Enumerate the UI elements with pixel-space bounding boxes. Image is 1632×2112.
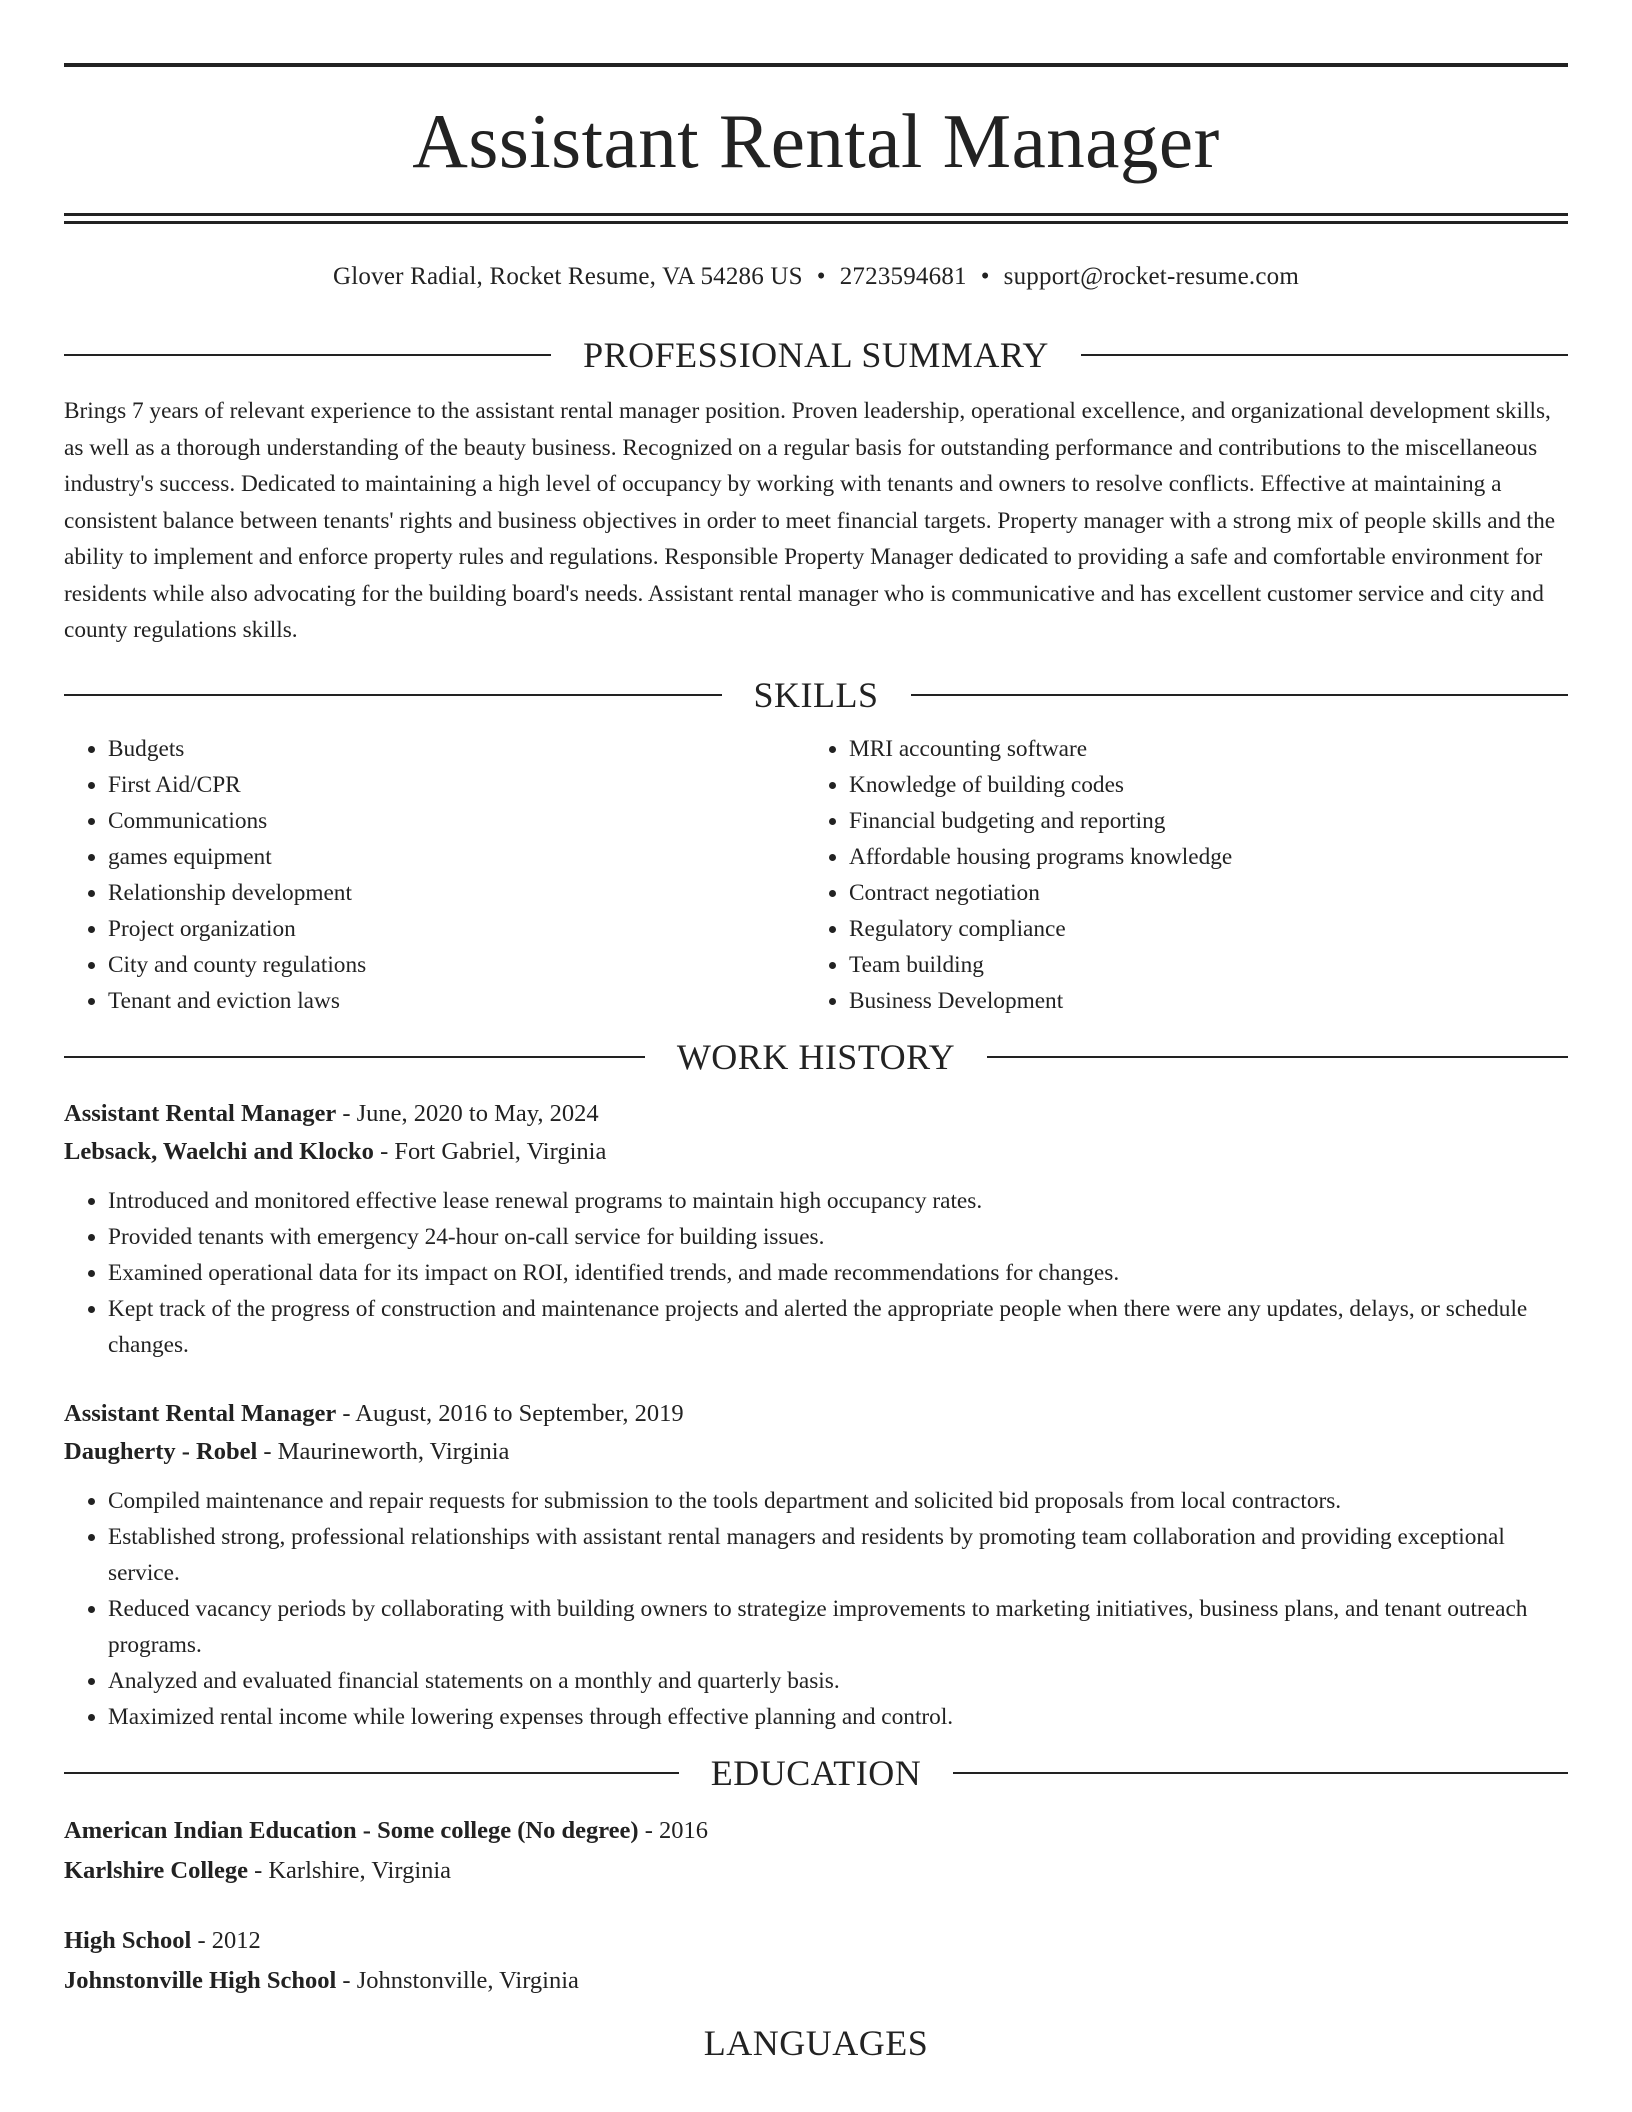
section-rule <box>911 694 1569 696</box>
job-bullet: • Maximized rental income while lowering expenses through effective planning and control. <box>108 1699 1568 1735</box>
skill-item: • City and county regulations <box>108 947 806 983</box>
job-title: Assistant Rental Manager <box>64 1400 337 1428</box>
job-bullet: • Established strong, professional relationships with assistant rental managers and residents by promoting team collaboration and providing exceptional service. <box>108 1519 1568 1591</box>
section-rule <box>64 354 551 356</box>
job-entry <box>64 1395 1568 1735</box>
contact-phone: 2723594681 <box>839 263 967 290</box>
job-bullet: • Reduced vacancy periods by collaborating with building owners to strategize improvements to marketing initiatives, business plans, and tenant outreach programs. <box>108 1591 1568 1663</box>
education-degree-line <box>64 1921 1568 1961</box>
top-rule <box>64 63 1568 67</box>
section-rule <box>960 2042 1568 2044</box>
education-year: - 2016 <box>638 1817 708 1845</box>
section-title: PROFESSIONAL SUMMARY <box>583 335 1049 375</box>
section-header-work <box>64 1033 1568 1081</box>
skill-item: • Regulatory compliance <box>849 911 1568 947</box>
job-dates: - August, 2016 to September, 2019 <box>336 1400 684 1428</box>
education-school-line <box>64 1851 1568 1891</box>
skill-item: • Knowledge of building codes <box>849 767 1568 803</box>
section-rule <box>953 1772 1568 1774</box>
skill-item: • Budgets <box>108 731 806 767</box>
education-entry <box>64 1811 1568 1891</box>
skill-item: • Team building <box>849 947 1568 983</box>
skill-item: • games equipment <box>108 839 806 875</box>
job-company-line <box>64 1133 1568 1171</box>
education-school: Johnstonville High School <box>64 1967 337 1995</box>
resume-title: Assistant Rental Manager <box>412 98 1220 184</box>
job-title-line <box>64 1095 1568 1133</box>
education-school: Karlshire College <box>64 1857 248 1885</box>
section-rule <box>987 1056 1568 1058</box>
section-header-skills <box>64 671 1568 719</box>
job-bullet: • Examined operational data for its impact on ROI, identified trends, and made recommendations for changes. <box>108 1255 1568 1291</box>
section-title: SKILLS <box>753 674 879 715</box>
skill-item: • Financial budgeting and reporting <box>849 803 1568 839</box>
section-rule <box>64 694 722 696</box>
job-bullets <box>64 1183 1568 1363</box>
contact-address: Glover Radial, Rocket Resume, VA 54286 US <box>333 263 803 290</box>
section-header-education <box>64 1749 1568 1797</box>
skill-item: • Communications <box>108 803 806 839</box>
skills-list <box>64 731 1568 1020</box>
section-rule <box>64 1772 679 1774</box>
skill-item: • First Aid/CPR <box>108 767 806 803</box>
professional-summary: Brings 7 years of relevant experience to the assistant rental manager position. Proven leadership, operational excellence, and organizational development skills, as well as a thorough understanding of the beauty business. Recognized on a regular basis for outstanding performance and contributions to the miscellaneous industry's success. Dedicated to maintaining a high level of occupancy by working with tenants and owners to resolve conflicts. Effective at maintaining a consistent balance between tenants' rights and business objectives in order to meet financial targets. Property manager with a strong mix of people skills and the ability to implement and enforce property rules and regulations. Responsible Property Manager dedicated to providing a safe and comfortable environment for residents while also advocating for the building board's needs. Assistant rental manager who is communicative and has excellent customer service and city and county regulations skills. <box>64 398 1556 643</box>
job-title-line <box>64 1395 1568 1433</box>
title-double-rule <box>64 213 1568 224</box>
contact-line <box>64 261 1568 293</box>
skill-item: • Project organization <box>108 911 806 947</box>
section-rule <box>1081 354 1568 356</box>
skill-item: • Relationship development <box>108 875 806 911</box>
skill-item: • Affordable housing programs knowledge <box>849 839 1568 875</box>
education-school-line <box>64 1961 1568 2001</box>
job-bullet: • Provided tenants with emergency 24-hour on-call service for building issues. <box>108 1219 1568 1255</box>
job-company: Daugherty - Robel <box>64 1438 258 1466</box>
education-degree-line <box>64 1811 1568 1851</box>
job-bullet: • Compiled maintenance and repair requests for submission to the tools department and solicited bid proposals from local contractors. <box>108 1483 1568 1519</box>
job-company-line <box>64 1433 1568 1471</box>
contact-email[interactable]: support@rocket-resume.com <box>1003 263 1299 290</box>
education-location: - Karlshire, Virginia <box>247 1857 452 1885</box>
section-title: LANGUAGES <box>703 2023 929 2064</box>
contact-separator: • <box>816 263 826 290</box>
job-location: - Maurineworth, Virginia <box>257 1438 510 1466</box>
job-company: Lebsack, Waelchi and Klocko <box>64 1138 374 1166</box>
skill-item: • Tenant and eviction laws <box>108 983 806 1019</box>
education-degree: American Indian Education - Some college (No degree) <box>64 1817 639 1845</box>
section-rule <box>64 2042 672 2044</box>
job-bullet: • Kept track of the progress of construction and maintenance projects and alerted the appropriate people when there were any updates, delays, or schedule changes. <box>108 1291 1568 1363</box>
job-bullets <box>64 1483 1568 1735</box>
education-entry <box>64 1921 1568 2001</box>
job-title: Assistant Rental Manager <box>64 1100 337 1128</box>
education-degree: High School <box>64 1927 192 1955</box>
skill-item: • Business Development <box>849 983 1568 1019</box>
section-title: EDUCATION <box>710 1753 922 1794</box>
section-rule <box>64 1056 645 1058</box>
section-header-summary <box>64 331 1568 379</box>
section-header-languages <box>64 2019 1568 2067</box>
contact-separator: • <box>980 263 990 290</box>
skill-item: • Contract negotiation <box>849 875 1568 911</box>
skills-column-right <box>806 731 1568 1020</box>
job-location: - Fort Gabriel, Virginia <box>373 1138 607 1166</box>
job-entry <box>64 1095 1568 1363</box>
skills-column-left <box>64 731 806 1020</box>
skill-item: • MRI accounting software <box>849 731 1568 767</box>
section-title: WORK HISTORY <box>676 1037 956 1078</box>
job-bullet: • Analyzed and evaluated financial statements on a monthly and quarterly basis. <box>108 1663 1568 1699</box>
education-year: - 2012 <box>191 1927 261 1955</box>
education-location: - Johnstonville, Virginia <box>336 1967 579 1995</box>
job-dates: - June, 2020 to May, 2024 <box>336 1100 599 1128</box>
job-bullet: • Introduced and monitored effective lease renewal programs to maintain high occupancy rates. <box>108 1183 1568 1219</box>
